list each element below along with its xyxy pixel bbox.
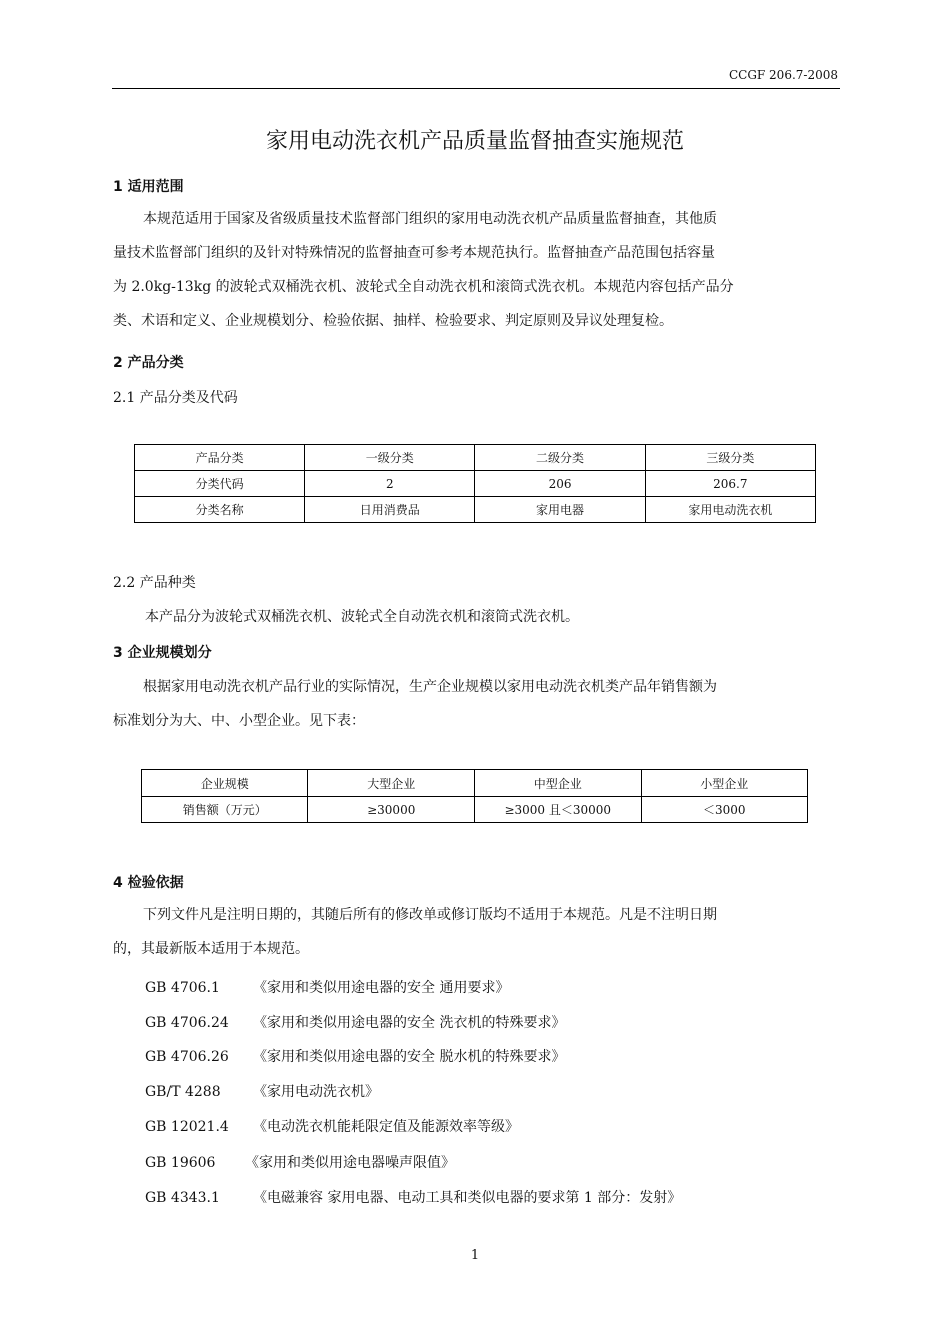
table-row [142,770,808,797]
standard-code: GB 4706.24 [145,1015,229,1031]
standard-title: 《电磁兼容 家用电器、电动工具和类似电器的要求第 1 部分：发射》 [253,1190,682,1206]
standard-code: GB/T 4288 [145,1084,221,1100]
standard-code: GB 4343.1 [145,1190,220,1206]
standard-code: GB 12021.4 [145,1119,229,1135]
standard-reference [145,1046,565,1066]
standard-reference [145,1081,379,1101]
product-classification-table [134,444,816,523]
standard-reference [145,1152,455,1172]
table-cell: 二级分类 [475,445,645,471]
paragraph-line: 量技术监督部门组织的及针对特殊情况的监督抽查可参考本规范执行。监督抽查产品范围包括容量 [113,245,715,261]
standard-title: 《家用和类似用途电器噪声限值》 [245,1155,455,1171]
table-cell: ≥3000 且＜30000 [475,797,642,823]
document-code: CCGF 206.7-2008 [728,68,838,82]
standard-code: GB 19606 [145,1155,216,1171]
table-cell: 小型企业 [641,770,807,797]
standard-code: GB 4706.26 [145,1049,229,1065]
table-cell: 分类代码 [135,471,305,497]
standard-reference [145,1012,565,1032]
table-cell: ≥30000 [308,797,475,823]
standard-title: 《电动洗衣机能耗限定值及能源效率等级》 [253,1119,519,1135]
table-cell: 中型企业 [475,770,642,797]
table-cell: 206 [475,471,645,497]
paragraph-line: 根据家用电动洗衣机产品行业的实际情况，生产企业规模以家用电动洗衣机类产品年销售额为 [143,679,717,695]
table-cell: 分类名称 [135,497,305,523]
standard-reference [145,1116,519,1136]
table-cell: 一级分类 [305,445,475,471]
document-title: 家用电动洗衣机产品质量监督抽查实施规范 [265,129,684,154]
header-rule [112,88,840,89]
table-row [135,445,816,471]
standard-code: GB 4706.1 [145,980,220,996]
table-row [135,497,816,523]
section-4-heading: 4 检验依据 [113,875,184,891]
table-row [142,797,808,823]
enterprise-scale-table [141,769,808,823]
table-cell: 企业规模 [142,770,308,797]
section-2-2-text: 本产品分为波轮式双桶洗衣机、波轮式全自动洗衣机和滚筒式洗衣机。 [145,609,579,625]
section-1-heading: 1 适用范围 [113,179,184,195]
paragraph-line: 标准划分为大、中、小型企业。见下表： [113,713,365,729]
standard-title: 《家用和类似用途电器的安全 脱水机的特殊要求》 [253,1049,566,1065]
table-cell: 产品分类 [135,445,305,471]
paragraph-line: 为 2.0kg-13kg 的波轮式双桶洗衣机、波轮式全自动洗衣机和滚筒式洗衣机。本规范内容包括产品分 [113,279,734,295]
standard-title: 《家用和类似用途电器的安全 洗衣机的特殊要求》 [253,1015,566,1031]
section-2-2-heading: 2.2 产品种类 [113,575,196,591]
standard-title: 《家用和类似用途电器的安全 通用要求》 [253,980,510,996]
table-cell: 销售额（万元） [142,797,308,823]
table-cell: 2 [305,471,475,497]
table-cell: 206.7 [645,471,815,497]
table-cell: ＜3000 [641,797,807,823]
section-2-1-heading: 2.1 产品分类及代码 [113,390,238,406]
table-cell: 日用消费品 [305,497,475,523]
paragraph-line: 类、术语和定义、企业规模划分、检验依据、抽样、检验要求、判定原则及异议处理复检。 [113,313,673,329]
paragraph-line: 的，其最新版本适用于本规范。 [113,941,309,957]
section-3-heading: 3 企业规模划分 [113,645,212,661]
page-number: 1 [470,1248,480,1263]
table-cell: 家用电动洗衣机 [645,497,815,523]
section-3-paragraph [113,670,840,738]
table-cell: 大型企业 [308,770,475,797]
standard-reference [145,977,509,997]
standard-title: 《家用电动洗衣机》 [253,1084,379,1100]
section-2-heading: 2 产品分类 [113,355,184,371]
section-4-paragraph [113,898,840,966]
table-cell: 三级分类 [645,445,815,471]
paragraph-line: 下列文件凡是注明日期的，其随后所有的修改单或修订版均不适用于本规范。凡是不注明日期 [143,907,717,923]
standard-reference [145,1187,681,1207]
table-row [135,471,816,497]
table-cell: 家用电器 [475,497,645,523]
paragraph-line: 本规范适用于国家及省级质量技术监督部门组织的家用电动洗衣机产品质量监督抽查，其他质 [143,211,717,227]
section-1-paragraph [113,202,840,338]
